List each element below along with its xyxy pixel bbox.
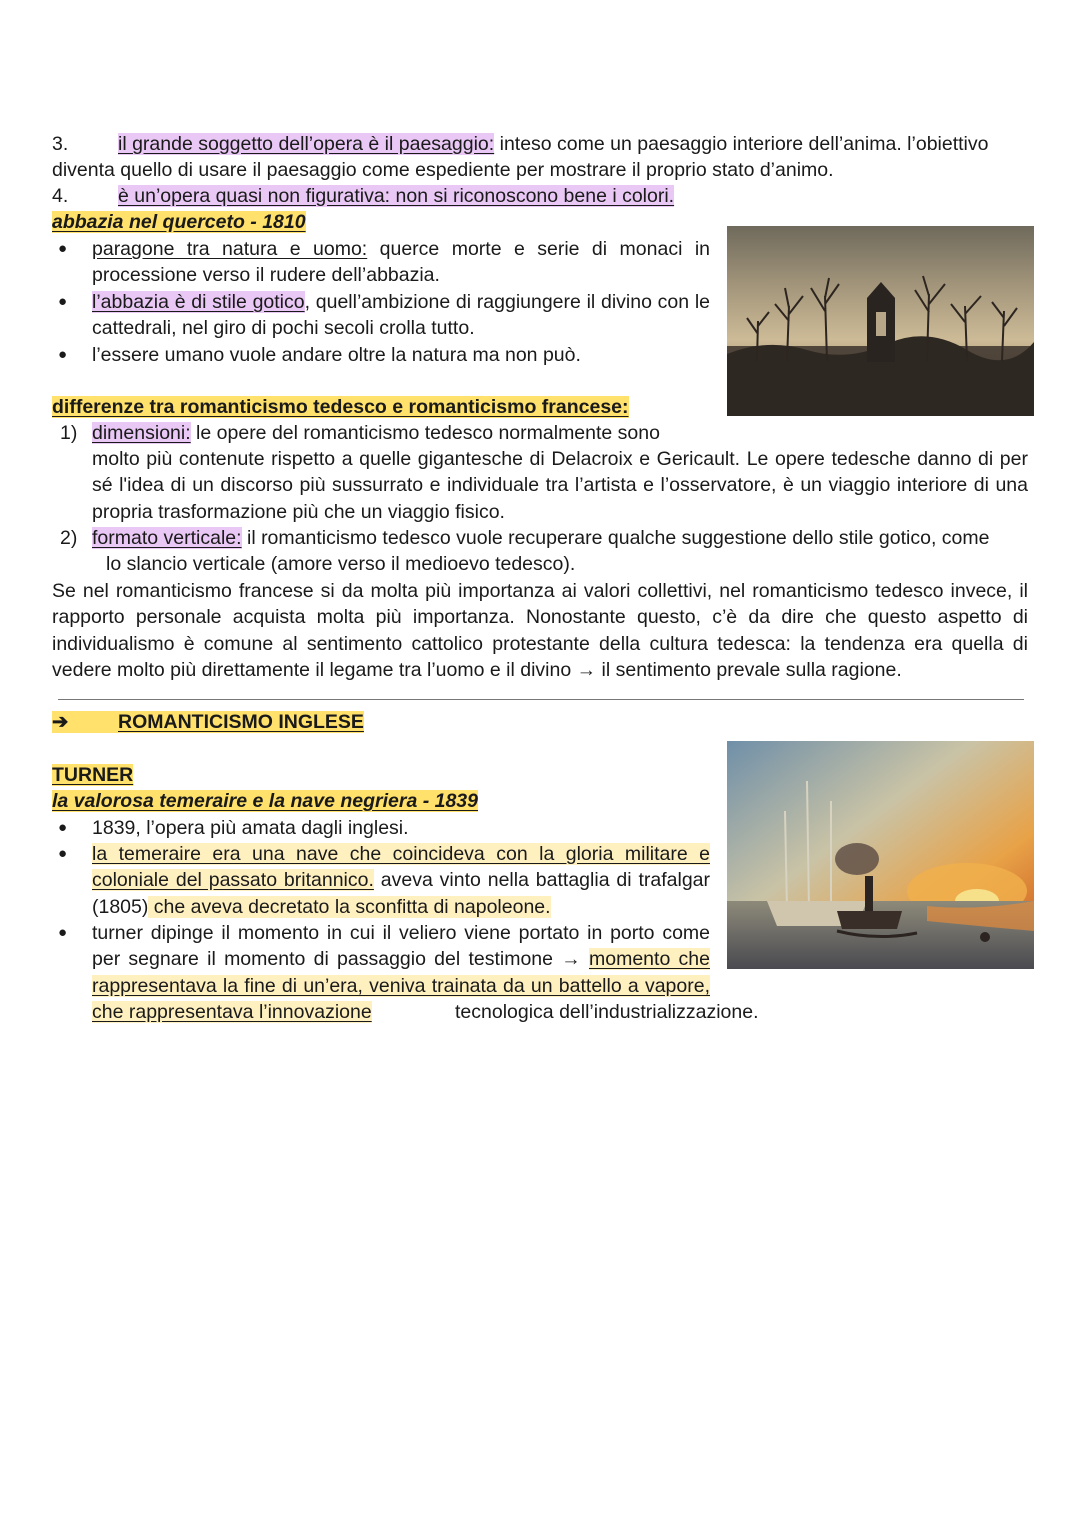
- section-title-differenze: [52, 394, 1028, 420]
- list-item-continuation: molto più contenute rispetto a quelle gigantesche di Delacroix e Gericault. Le opere tedesche danno di per sé l'idea di un discorso più sussurrato e individuale tra l’artista e l’osservatore, è un viaggio interiore di una propria trasformazione più che un viaggio fisico.: [92, 448, 1028, 523]
- list-item-3: [118, 131, 1028, 157]
- list-number: 4.: [52, 185, 69, 207]
- list-number: 1): [60, 422, 78, 444]
- work-title: la valorosa temeraire e la nave negriera - 1839: [52, 790, 479, 812]
- bullet-icon: ●: [58, 240, 68, 257]
- underlined-text: paragone tra natura e uomo:: [92, 238, 368, 260]
- item-text: il romanticismo tedesco vuole recuperare qualche suggestione dello stile gotico, come: [241, 527, 990, 549]
- arrow-icon: ➔: [52, 711, 69, 733]
- fighting-temeraire-painting: [727, 741, 1034, 969]
- bullet-tail: tecnologica dell’industrializzazione.: [455, 1001, 759, 1023]
- bullet-icon: ●: [58, 845, 68, 862]
- list-item-line1: [92, 420, 710, 446]
- item-text: le opere del romanticismo tedesco normalmente sono: [190, 422, 660, 444]
- bullet-icon: ●: [58, 924, 68, 941]
- list-number: 2): [60, 527, 78, 549]
- bullet-item: [92, 342, 710, 368]
- work-title: abbazia nel querceto - 1810: [52, 211, 306, 233]
- bullet-item: [92, 289, 710, 342]
- bullet-icon: ●: [58, 346, 68, 363]
- bullet-text: aveva vinto nella battaglia di trafalgar (1805): [92, 869, 710, 918]
- highlighted-text: che aveva decretato la sconfitta di napoleone.: [148, 895, 551, 918]
- paragraph: Se nel romanticismo francese si da molta più importanza ai valori collettivi, nel romanticismo tedesco invece, il rapporto personale acquista molta più importanza. Nonostante questo, c’è da dire che questo aspetto di individualismo è comune al sentimento cattolico protestante della cultura tedesca: la tendenza era quella di vedere molto più direttamente il legame tra l’uomo e il divino → il sentimento prevale sulla ragione.: [52, 580, 1028, 681]
- bullet-item: [92, 236, 710, 289]
- abbey-oakwood-painting: [727, 226, 1034, 416]
- highlighted-text: il grande soggetto dell’opera è il paesaggio:: [118, 133, 495, 155]
- highlighted-text: formato verticale:: [92, 527, 242, 549]
- heading-text: ROMANTICISMO INGLESE: [118, 711, 364, 733]
- horizontal-divider: [58, 699, 1024, 700]
- bullet-text: querce morte e serie di monaci in processione verso il rudere dell’abbazia.: [92, 238, 711, 287]
- bullet-item: 1839, l’opera più amata dagli inglesi.: [92, 817, 409, 839]
- bullet-item: [92, 841, 710, 920]
- bullet-text: , quell’ambizione di raggiungere il divino con le cattedrali, nel giro di pochi secoli crolla tutto.: [92, 291, 710, 340]
- section-heading: differenze tra romanticismo tedesco e romanticismo francese:: [52, 396, 629, 418]
- highlighted-text: momento che rappresentava la fine di un’era, veniva trainata da un battello a vapore, che rappresentava l’innovazione: [92, 948, 710, 1023]
- list-item-4: [118, 183, 1028, 209]
- section-heading-inglese: [52, 709, 1028, 735]
- list-number: 3.: [52, 133, 69, 155]
- highlighted-text: la temeraire era una nave che coincideva con la gloria militare e coloniale del passato britannico.: [92, 843, 710, 892]
- list-item-continuation: lo slancio verticale (amore verso il medioevo tedesco).: [106, 553, 576, 575]
- highlighted-text: l’abbazia è di stile gotico: [92, 291, 305, 313]
- list-item-line1: [92, 525, 1028, 551]
- bullet-icon: ●: [58, 819, 68, 836]
- bullet-icon: ●: [58, 293, 68, 310]
- bullet-text: l’essere umano vuole andare oltre la natura ma non può.: [92, 344, 581, 366]
- highlighted-text: è un’opera quasi non figurativa: non si riconoscono bene i colori.: [118, 185, 675, 207]
- item-text: inteso come un paesaggio interiore dell’anima. l’obiettivo: [494, 133, 989, 155]
- highlighted-text: dimensioni:: [92, 422, 191, 444]
- heading-highlight: [52, 711, 364, 733]
- item-3-continuation: diventa quello di usare il paesaggio come espediente per mostrare il proprio stato d’animo.: [52, 159, 834, 181]
- bullet-text: turner dipinge il momento in cui il veliero viene portato in porto come per segnare il momento di passaggio del testimone →: [92, 922, 710, 971]
- artist-label: TURNER: [52, 764, 134, 786]
